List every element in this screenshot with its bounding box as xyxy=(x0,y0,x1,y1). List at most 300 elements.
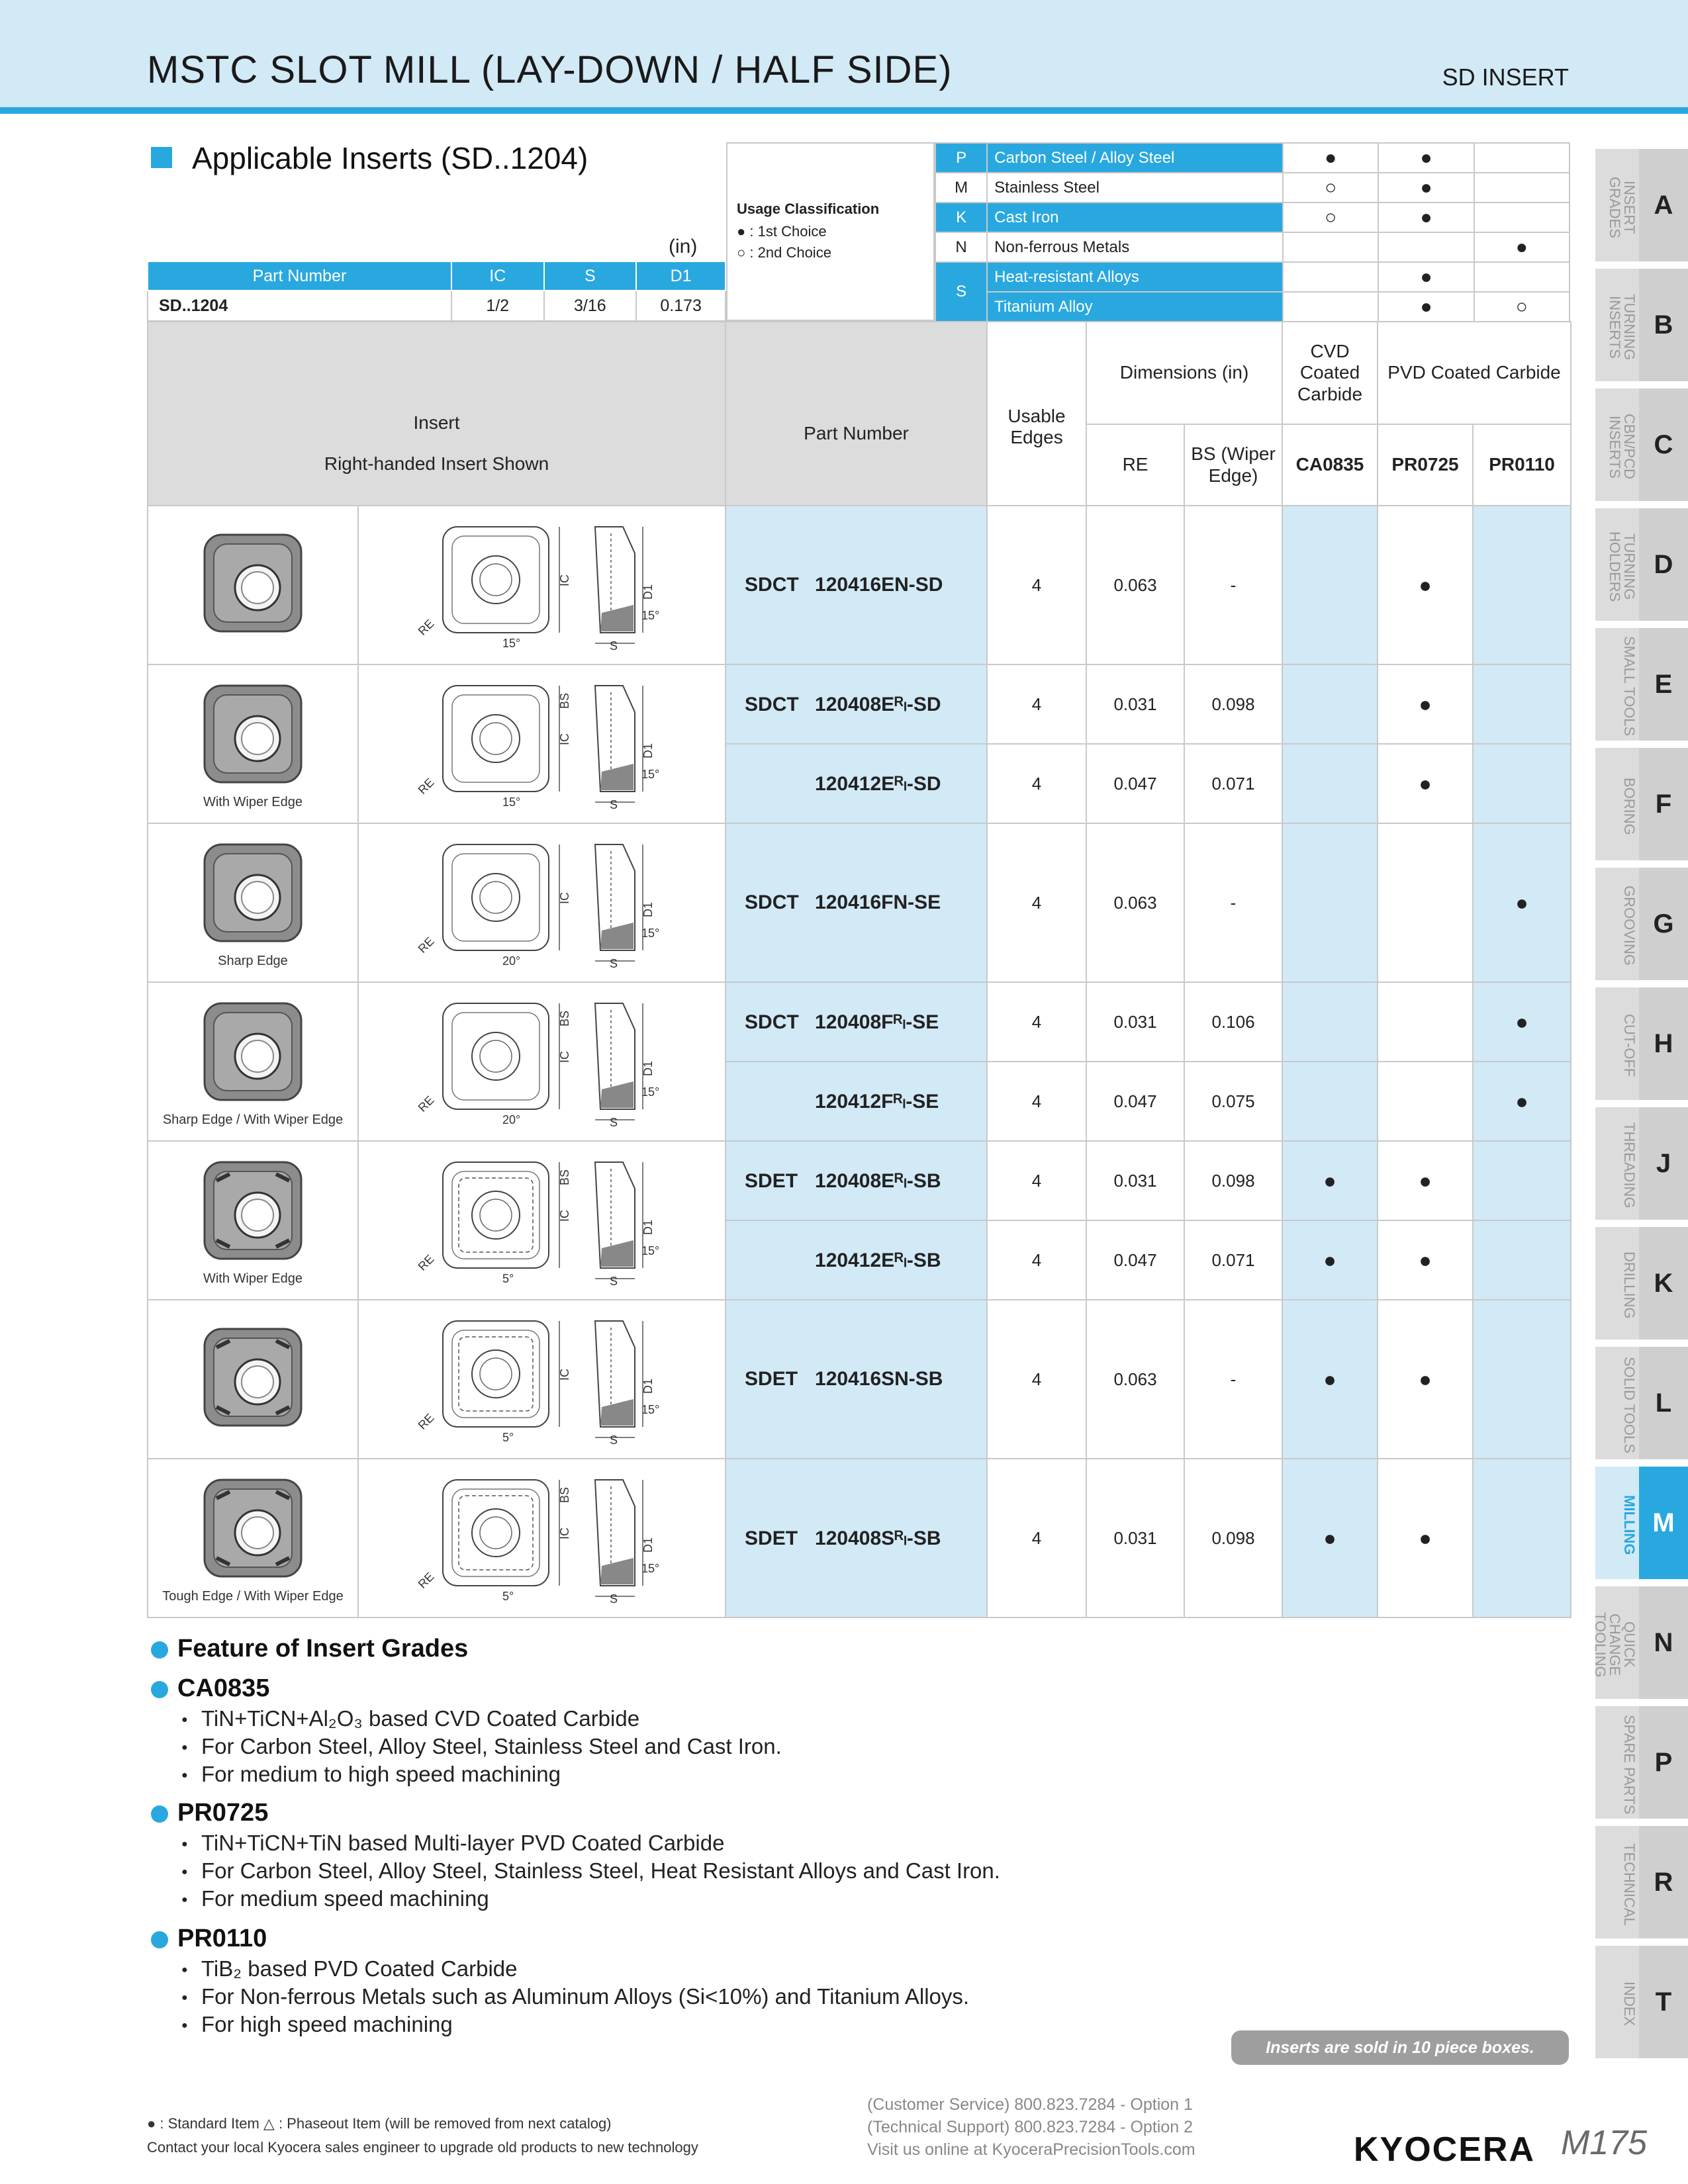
svg-text:20°: 20° xyxy=(502,954,520,968)
technical-support: (Technical Support) 800.823.7284 - Option 2 xyxy=(867,2118,1193,2136)
svg-text:D1: D1 xyxy=(641,1378,655,1394)
side-tab-label: THREADING xyxy=(1621,1122,1638,1208)
section-title: Applicable Inserts (SD..1204) xyxy=(192,141,588,175)
insert-drawing-icon xyxy=(359,1308,725,1451)
side-tab-j[interactable] xyxy=(1595,1107,1688,1224)
side-tab-label: INSERT GRADES xyxy=(1607,176,1638,238)
svg-text:D1: D1 xyxy=(641,1537,655,1553)
table-row xyxy=(148,1141,1571,1220)
svg-text:RE: RE xyxy=(415,616,437,638)
svg-text:S: S xyxy=(609,1433,618,1447)
svg-text:5°: 5° xyxy=(502,1430,514,1444)
re-cell: 0.063 xyxy=(1086,823,1184,982)
usable-edges-cell: 4 xyxy=(987,1300,1086,1459)
feature-item: ● For medium to high speed machining xyxy=(201,1762,561,1787)
side-tab-l[interactable] xyxy=(1595,1347,1688,1463)
side-tab-label: CUT-OFF xyxy=(1621,1014,1638,1077)
insert-photo-icon xyxy=(148,995,357,1113)
side-tab-label: TECHNICAL xyxy=(1621,1843,1638,1926)
part-code: 120416FN-SE xyxy=(815,891,941,913)
part-code: 120408Sᴿₗ-SB xyxy=(815,1527,941,1549)
side-tab-f[interactable] xyxy=(1595,748,1688,864)
part-number-cell xyxy=(726,1300,987,1459)
bs-cell: 0.106 xyxy=(1184,982,1282,1062)
bullet-icon xyxy=(151,1931,168,1948)
re-cell: 0.031 xyxy=(1086,1141,1184,1220)
svg-text:S: S xyxy=(609,1592,618,1606)
svg-text:15°: 15° xyxy=(641,767,659,781)
grade-ca0835-cell: ● xyxy=(1282,1300,1378,1459)
side-tab-letter: B xyxy=(1639,269,1688,381)
material-name: Titanium Alloy xyxy=(987,292,1283,322)
svg-text:15°: 15° xyxy=(641,1561,659,1575)
table-row xyxy=(148,1300,1571,1459)
side-tab-t[interactable] xyxy=(1595,1946,1688,2062)
svg-text:15°: 15° xyxy=(502,795,520,809)
svg-text:D1: D1 xyxy=(641,901,655,917)
material-code: S xyxy=(935,262,987,322)
insert-drawing-icon xyxy=(359,1149,725,1293)
spec-cell: 0.173 xyxy=(636,291,726,321)
re-cell: 0.063 xyxy=(1086,506,1184,664)
side-tab-d[interactable] xyxy=(1595,508,1688,625)
spec-cell: 3/16 xyxy=(544,291,637,321)
svg-text:IC: IC xyxy=(557,1527,571,1539)
feature-item: ● TiN+TiCN+TiN based Multi-layer PVD Coated Carbide xyxy=(201,1831,724,1856)
insert-photo-icon xyxy=(148,1154,357,1271)
svg-text:15°: 15° xyxy=(641,1402,659,1416)
insert-photo-icon xyxy=(148,837,357,954)
grade-ca0835-cell xyxy=(1282,823,1378,982)
table-row xyxy=(148,982,1571,1062)
svg-text:IC: IC xyxy=(557,891,571,904)
grade-mark xyxy=(1474,173,1570,203)
side-tab-a[interactable] xyxy=(1595,149,1688,265)
grade-ca0835-cell: ● xyxy=(1282,1141,1378,1220)
svg-text:S: S xyxy=(609,639,618,653)
insert-header-note: Right-handed Insert Shown xyxy=(324,453,549,474)
part-number-cell xyxy=(726,823,987,982)
svg-text:IC: IC xyxy=(557,1368,571,1381)
grade-mark xyxy=(1378,232,1474,262)
side-tab-r[interactable] xyxy=(1595,1826,1688,1942)
side-tab-b[interactable] xyxy=(1595,269,1688,385)
spec-header: Part Number xyxy=(148,261,451,291)
bs-header: BS (Wiper Edge) xyxy=(1184,424,1282,506)
part-code: 120412Fᴿₗ-SE xyxy=(815,1090,939,1113)
part-number-cell xyxy=(726,1141,987,1220)
svg-text:5°: 5° xyxy=(502,1271,514,1285)
material-name: Non-ferrous Metals xyxy=(987,232,1283,262)
svg-text:S: S xyxy=(609,956,618,970)
side-tab-m[interactable] xyxy=(1595,1467,1688,1583)
side-tab-p[interactable] xyxy=(1595,1706,1688,1823)
re-cell: 0.031 xyxy=(1086,1459,1184,1617)
grade-ca0835-cell xyxy=(1282,982,1378,1062)
side-tab-letter: L xyxy=(1639,1347,1688,1459)
svg-text:RE: RE xyxy=(415,775,437,797)
material-name: Carbon Steel / Alloy Steel xyxy=(987,143,1283,173)
side-tab-label: SMALL TOOLS xyxy=(1621,636,1638,737)
svg-text:20°: 20° xyxy=(502,1113,520,1126)
svg-text:S: S xyxy=(609,1274,618,1288)
part-prefix: SDET xyxy=(745,1169,798,1192)
grade-mark: ○ xyxy=(1283,173,1378,203)
usable-edges-cell: 4 xyxy=(987,982,1086,1062)
svg-text:RE: RE xyxy=(415,1093,437,1115)
bs-cell: 0.075 xyxy=(1184,1062,1282,1141)
grade-mark: ● xyxy=(1378,173,1474,203)
grade-pr0725-cell: ● xyxy=(1378,1220,1473,1300)
insert-drawing-cell xyxy=(358,1300,726,1459)
svg-text:S: S xyxy=(609,797,618,811)
side-tab-label: SPARE PARTS xyxy=(1621,1714,1638,1815)
usable-edges-cell: 4 xyxy=(987,506,1086,664)
insert-photo-cell xyxy=(148,1459,358,1617)
insert-photo-cell xyxy=(148,1141,358,1300)
part-prefix: SDCT xyxy=(745,1011,799,1033)
bs-cell: 0.071 xyxy=(1184,1220,1282,1300)
grade-mark: ○ xyxy=(1283,203,1378,232)
svg-text:15°: 15° xyxy=(641,1244,659,1257)
grade-mark xyxy=(1283,292,1378,322)
part-number-cell xyxy=(726,744,987,823)
usage-first-choice: ● : 1st Choice xyxy=(737,223,827,240)
grade-pr0725-cell: ● xyxy=(1378,1141,1473,1220)
usable-edges-cell: 4 xyxy=(987,664,1086,744)
grade-ca0835-cell: ● xyxy=(1282,1220,1378,1300)
insert-caption: Sharp Edge xyxy=(218,954,288,968)
feature-item: ● TiN+TiCN+Al₂O₃ based CVD Coated Carbide xyxy=(201,1706,639,1731)
spec-cell: 1/2 xyxy=(451,291,544,321)
side-tab-e[interactable] xyxy=(1595,628,1688,745)
side-tab-letter: D xyxy=(1639,508,1688,621)
grade-pr0725-cell: ● xyxy=(1378,1300,1473,1459)
insert-header-label: Insert xyxy=(413,412,460,433)
spec-header: S xyxy=(544,261,637,291)
insert-header xyxy=(148,322,726,506)
insert-photo-cell xyxy=(148,506,358,664)
insert-photo-icon xyxy=(148,527,357,644)
re-cell: 0.047 xyxy=(1086,744,1184,823)
grade-pr0110-cell xyxy=(1473,506,1571,664)
side-tab-c[interactable] xyxy=(1595,388,1688,505)
side-tab-letter: P xyxy=(1639,1706,1688,1819)
kyocera-logo: KYOCERA xyxy=(1354,2130,1536,2169)
grade-ca0835-cell xyxy=(1282,664,1378,744)
insert-drawing-cell xyxy=(358,823,726,982)
feature-item: ● For high speed machining xyxy=(201,2012,453,2037)
side-tab-label: GROOVING xyxy=(1621,886,1638,966)
material-code: M xyxy=(935,173,987,203)
svg-text:IC: IC xyxy=(557,1209,571,1222)
features-title: Feature of Insert Grades xyxy=(177,1635,469,1662)
re-header: RE xyxy=(1086,424,1184,506)
page-title: MSTC SLOT MILL (LAY-DOWN / HALF SIDE) xyxy=(147,48,953,91)
material-name: Cast Iron xyxy=(987,203,1283,232)
insert-caption: Sharp Edge / With Wiper Edge xyxy=(162,1113,344,1127)
grade-header-pr0725: PR0725 xyxy=(1378,424,1473,506)
side-tab-letter: T xyxy=(1639,1946,1688,2058)
grade-pr0725-cell xyxy=(1378,1062,1473,1141)
svg-text:IC: IC xyxy=(557,1050,571,1063)
table-row xyxy=(148,506,1571,664)
side-tab-letter: M xyxy=(1639,1467,1688,1579)
side-tab-letter: H xyxy=(1639,987,1688,1100)
contact-line: Contact your local Kyocera sales engineer to upgrade old products to new technology xyxy=(147,2139,698,2156)
part-code: 120416EN-SD xyxy=(815,574,943,596)
grade-pr0725-cell: ● xyxy=(1378,664,1473,744)
feature-item: ● For Carbon Steel, Alloy Steel, Stainless Steel, Heat Resistant Alloys and Cast Iron. xyxy=(201,1858,1000,1884)
svg-text:5°: 5° xyxy=(502,1589,514,1603)
insert-caption: With Wiper Edge xyxy=(203,1271,303,1286)
usable-edges-cell: 4 xyxy=(987,1220,1086,1300)
part-prefix: SDCT xyxy=(745,693,799,715)
svg-text:RE: RE xyxy=(415,934,437,956)
part-code: 120408Eᴿₗ-SD xyxy=(815,693,941,715)
bullet-icon xyxy=(151,1641,168,1659)
page-header xyxy=(0,0,1688,113)
insert-photo-cell xyxy=(148,664,358,823)
grade-mark xyxy=(1283,232,1378,262)
grade-pr0110-cell xyxy=(1473,1141,1571,1220)
svg-text:BS: BS xyxy=(557,1486,571,1503)
part-number-cell xyxy=(726,1220,987,1300)
usage-second-choice: ○ : 2nd Choice xyxy=(737,244,831,261)
part-code: 120408Fᴿₗ-SE xyxy=(815,1011,939,1033)
side-tab-letter: F xyxy=(1639,748,1688,860)
svg-text:D1: D1 xyxy=(641,1060,655,1076)
svg-text:15°: 15° xyxy=(641,1085,659,1099)
insert-drawing-cell xyxy=(358,1459,726,1617)
table-row xyxy=(148,823,1571,982)
insert-photo-cell xyxy=(148,1300,358,1459)
re-cell: 0.047 xyxy=(1086,1220,1184,1300)
usable-edges-cell: 4 xyxy=(987,1459,1086,1617)
insert-photo-icon xyxy=(148,1321,357,1438)
part-code: 120416SN-SB xyxy=(815,1368,943,1390)
insert-photo-cell xyxy=(148,823,358,982)
part-prefix: SDET xyxy=(745,1368,798,1390)
svg-text:D1: D1 xyxy=(641,743,655,758)
customer-service: (Customer Service) 800.823.7284 - Option 1 xyxy=(867,2095,1193,2114)
grade-pr0110-cell xyxy=(1473,664,1571,744)
grade-mark: ○ xyxy=(1474,292,1570,322)
svg-text:15°: 15° xyxy=(641,608,659,622)
grade-ca0835-cell xyxy=(1282,506,1378,664)
side-tab-letter: N xyxy=(1639,1586,1688,1699)
dimensions-header: Dimensions (in) xyxy=(1086,322,1282,424)
grade-mark xyxy=(1283,262,1378,292)
svg-text:15°: 15° xyxy=(502,636,520,650)
grade-pr0110-cell: ● xyxy=(1473,982,1571,1062)
grade-ca0835-cell: ● xyxy=(1282,1459,1378,1617)
re-cell: 0.047 xyxy=(1086,1062,1184,1141)
svg-text:RE: RE xyxy=(415,1410,437,1432)
material-name: Stainless Steel xyxy=(987,173,1283,203)
section-square-icon xyxy=(151,147,172,168)
side-tab-label: BORING xyxy=(1621,777,1638,835)
usage-classification xyxy=(726,142,935,321)
usable-edges-cell: 4 xyxy=(987,744,1086,823)
part-prefix: SDET xyxy=(745,1527,798,1549)
side-tab-label: SOLID TOOLS xyxy=(1621,1357,1638,1453)
grade-pr0725-cell xyxy=(1378,823,1473,982)
material-code: N xyxy=(935,232,987,262)
grade-mark xyxy=(1474,203,1570,232)
insert-drawing-cell xyxy=(358,1141,726,1300)
part-number-cell xyxy=(726,1459,987,1617)
grade-name: CA0835 xyxy=(177,1674,270,1702)
bs-cell: - xyxy=(1184,506,1282,664)
side-tab-letter: A xyxy=(1639,149,1688,261)
side-tab-label: QUICK CHANGE TOOLING xyxy=(1592,1612,1638,1678)
box-quantity-note: Inserts are sold in 10 piece boxes. xyxy=(1231,2030,1569,2065)
feature-item: ● TiB₂ based PVD Coated Carbide xyxy=(201,1956,518,1981)
grade-pr0110-cell xyxy=(1473,1220,1571,1300)
grade-mark: ● xyxy=(1378,292,1474,322)
grade-mark: ● xyxy=(1474,232,1570,262)
bullet-icon xyxy=(151,1805,168,1823)
re-cell: 0.031 xyxy=(1086,982,1184,1062)
part-prefix: SDCT xyxy=(745,574,799,596)
usable-edges-cell: 4 xyxy=(987,1141,1086,1220)
grade-pr0110-cell xyxy=(1473,1300,1571,1459)
header-rule xyxy=(0,107,1688,114)
grade-header-ca0835: CA0835 xyxy=(1282,424,1378,506)
bullet-icon xyxy=(151,1681,168,1698)
svg-text:BS: BS xyxy=(557,692,571,709)
page-number: M175 xyxy=(1561,2124,1648,2162)
grade-header-pr0110: PR0110 xyxy=(1473,424,1571,506)
re-cell: 0.031 xyxy=(1086,664,1184,744)
part-prefix: SDCT xyxy=(745,891,799,913)
grade-mark xyxy=(1474,143,1570,173)
page-subtitle: SD INSERT xyxy=(1442,64,1569,91)
material-name: Heat-resistant Alloys xyxy=(987,262,1283,292)
bs-cell: 0.071 xyxy=(1184,744,1282,823)
side-tab-h[interactable] xyxy=(1595,987,1688,1104)
grade-pr0110-cell: ● xyxy=(1473,823,1571,982)
bs-cell: 0.098 xyxy=(1184,1459,1282,1617)
svg-text:IC: IC xyxy=(557,574,571,586)
svg-text:RE: RE xyxy=(415,1251,437,1273)
insert-caption: With Wiper Edge xyxy=(203,795,303,809)
bs-cell: 0.098 xyxy=(1184,1141,1282,1220)
side-tab-letter: K xyxy=(1639,1227,1688,1340)
part-number-cell xyxy=(726,982,987,1062)
insert-drawing-icon xyxy=(359,831,725,975)
spec-header: D1 xyxy=(636,261,726,291)
grade-name: PR0725 xyxy=(177,1799,269,1827)
insert-drawing-cell xyxy=(358,664,726,823)
feature-item: ● For Carbon Steel, Alloy Steel, Stainless Steel and Cast Iron. xyxy=(201,1734,782,1759)
side-tab-k[interactable] xyxy=(1595,1227,1688,1343)
material-code: K xyxy=(935,203,987,232)
side-tab-letter: C xyxy=(1639,388,1688,501)
usable-edges-cell: 4 xyxy=(987,823,1086,982)
insert-drawing-icon xyxy=(359,514,725,657)
grade-pr0110-cell xyxy=(1473,744,1571,823)
side-tab-label: INDEX xyxy=(1621,1981,1638,2026)
grade-pr0110-cell xyxy=(1473,1459,1571,1617)
side-tab-g[interactable] xyxy=(1595,868,1688,984)
inserts-table-body xyxy=(148,506,1571,1617)
side-tab-letter: G xyxy=(1639,868,1688,980)
side-tab-label: CBN/PCD INSERTS xyxy=(1607,414,1638,480)
grade-mark: ● xyxy=(1378,203,1474,232)
part-code: 120412Eᴿₗ-SB xyxy=(815,1249,941,1271)
part-number-cell xyxy=(726,506,987,664)
svg-text:S: S xyxy=(609,1115,618,1129)
cvd-header: CVD Coated Carbide xyxy=(1282,322,1378,424)
grade-mark xyxy=(1474,262,1570,292)
svg-text:RE: RE xyxy=(415,1569,437,1591)
unit-label: (in) xyxy=(669,236,698,257)
part-number-cell xyxy=(726,1062,987,1141)
insert-photo-icon xyxy=(148,678,357,795)
usage-title: Usage Classification xyxy=(737,201,880,217)
side-tab-label: DRILLING xyxy=(1621,1251,1638,1319)
re-cell: 0.063 xyxy=(1086,1300,1184,1459)
svg-text:IC: IC xyxy=(557,733,571,745)
grade-mark: ● xyxy=(1378,143,1474,173)
svg-text:D1: D1 xyxy=(641,1219,655,1235)
side-tab-letter: E xyxy=(1639,628,1688,741)
insert-drawing-icon xyxy=(359,990,725,1134)
insert-caption: Tough Edge / With Wiper Edge xyxy=(162,1589,344,1604)
insert-photo-cell xyxy=(148,982,358,1141)
grade-mark: ● xyxy=(1283,143,1378,173)
insert-drawing-icon xyxy=(359,1467,725,1610)
insert-photo-icon xyxy=(148,1472,357,1589)
material-table xyxy=(935,142,1570,322)
spec-header: IC xyxy=(451,261,544,291)
grade-pr0725-cell: ● xyxy=(1378,506,1473,664)
bs-cell: - xyxy=(1184,1300,1282,1459)
grade-ca0835-cell xyxy=(1282,1062,1378,1141)
part-code: 120408Eᴿₗ-SB xyxy=(815,1169,941,1192)
feature-item: ● For medium speed machining xyxy=(201,1886,489,1911)
side-tab-letter: J xyxy=(1639,1107,1688,1220)
side-tab-letter: R xyxy=(1639,1826,1688,1938)
svg-text:BS: BS xyxy=(557,1169,571,1185)
part-code: 120412Eᴿₗ-SD xyxy=(815,772,941,795)
insert-drawing-cell xyxy=(358,506,726,664)
table-row xyxy=(148,664,1571,744)
side-tab-label: TURNING INSERTS xyxy=(1607,293,1638,361)
usable-edges-cell: 4 xyxy=(987,1062,1086,1141)
grade-pr0110-cell: ● xyxy=(1473,1062,1571,1141)
grade-name: PR0110 xyxy=(177,1925,267,1952)
feature-item: ● For Non-ferrous Metals such as Aluminum Alloys (Si<10%) and Titanium Alloys. xyxy=(201,1984,969,2009)
inserts-table xyxy=(147,321,1571,1618)
grade-pr0725-cell: ● xyxy=(1378,1459,1473,1617)
bs-cell: 0.098 xyxy=(1184,664,1282,744)
bs-cell: - xyxy=(1184,823,1282,982)
grade-mark: ● xyxy=(1378,262,1474,292)
legend-line: ● : Standard Item △ : Phaseout Item (will be removed from next catalog) xyxy=(147,2115,612,2132)
side-tab-n[interactable] xyxy=(1592,1586,1688,1703)
side-tab-label: TURNING HOLDERS xyxy=(1607,531,1638,602)
grade-ca0835-cell xyxy=(1282,744,1378,823)
website-link[interactable]: Visit us online at KyoceraPrecisionTools.com xyxy=(867,2140,1196,2159)
insert-drawing-cell xyxy=(358,982,726,1141)
svg-text:D1: D1 xyxy=(641,584,655,600)
spec-cell: SD..1204 xyxy=(148,291,451,321)
part-number-cell xyxy=(726,664,987,744)
svg-text:15°: 15° xyxy=(641,926,659,940)
